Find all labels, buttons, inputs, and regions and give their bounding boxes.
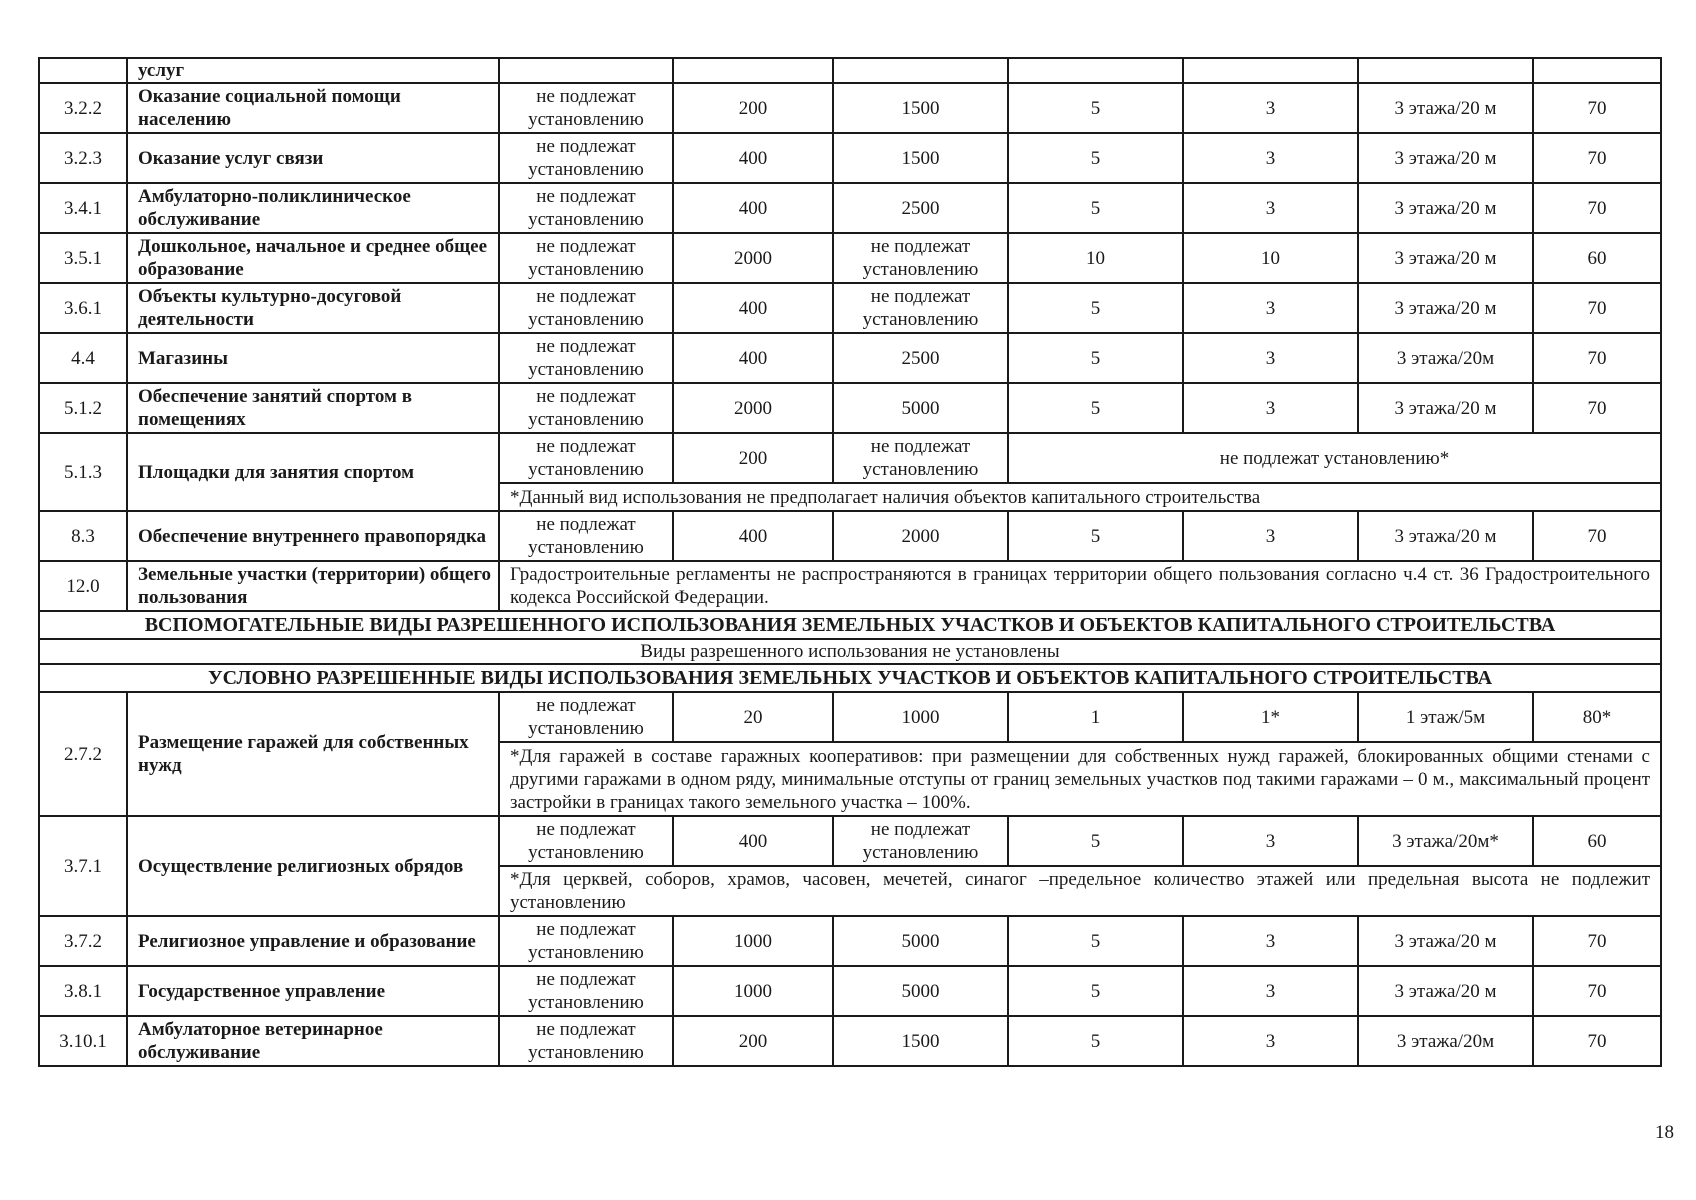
code-cell: 3.10.1: [39, 1016, 127, 1066]
footnote-cell: Градостроительные регламенты не распространяются в границах территории общего пользования согласно ч.4 ст. 36 Градостроительного кодекса Российской Федерации.: [499, 561, 1661, 611]
value-cell: не подлежат установлению: [499, 283, 673, 333]
value-cell: 3: [1183, 916, 1358, 966]
table-row: [39, 383, 1661, 433]
value-cell: 5: [1008, 916, 1183, 966]
table-row: [39, 183, 1661, 233]
value-cell: 70: [1533, 1016, 1661, 1066]
table-row: [39, 916, 1661, 966]
table-row: [39, 83, 1661, 133]
value-cell: 3 этажа/20 м: [1358, 511, 1533, 561]
value-cell: 60: [1533, 816, 1661, 866]
value-cell: 5: [1008, 83, 1183, 133]
value-cell: 3: [1183, 183, 1358, 233]
value-cell: 3: [1183, 83, 1358, 133]
code-cell: 5.1.2: [39, 383, 127, 433]
empty-cell: [1533, 58, 1661, 83]
use-name-cell: Магазины: [127, 333, 499, 383]
value-cell: не подлежат установлению: [833, 233, 1008, 283]
value-cell: 5000: [833, 383, 1008, 433]
value-cell: 3 этажа/20м: [1358, 1016, 1533, 1066]
value-cell: не подлежат установлению: [833, 433, 1008, 483]
table-row: [39, 58, 1661, 83]
value-cell: 70: [1533, 183, 1661, 233]
value-cell: не подлежат установлению: [499, 692, 673, 742]
value-cell: 1500: [833, 133, 1008, 183]
value-cell: 3 этажа/20 м: [1358, 916, 1533, 966]
code-cell: 3.7.2: [39, 916, 127, 966]
table-row: [39, 133, 1661, 183]
value-cell: не подлежат установлению: [499, 916, 673, 966]
value-cell: 3: [1183, 333, 1358, 383]
value-cell: 5: [1008, 966, 1183, 1016]
value-cell: 20: [673, 692, 833, 742]
value-cell: 60: [1533, 233, 1661, 283]
use-name-cell: Дошкольное, начальное и среднее общее образование: [127, 233, 499, 283]
value-cell: 400: [673, 283, 833, 333]
value-cell: не подлежат установлению: [833, 816, 1008, 866]
value-cell: 400: [673, 816, 833, 866]
value-cell: 400: [673, 511, 833, 561]
code-cell: 3.4.1: [39, 183, 127, 233]
value-cell: 3: [1183, 1016, 1358, 1066]
value-cell: 200: [673, 433, 833, 483]
table-row: [39, 1016, 1661, 1066]
value-cell: 10: [1183, 233, 1358, 283]
empty-cell: [1008, 58, 1183, 83]
value-cell: не подлежат установлению: [499, 333, 673, 383]
section-header-row: [39, 611, 1661, 639]
code-cell: 3.8.1: [39, 966, 127, 1016]
value-cell: 3 этажа/20м*: [1358, 816, 1533, 866]
value-cell: 3: [1183, 133, 1358, 183]
empty-cell: [1358, 58, 1533, 83]
code-cell: 3.5.1: [39, 233, 127, 283]
use-name-cell: Амбулаторное ветеринарное обслуживание: [127, 1016, 499, 1066]
use-name-cell: Оказание услуг связи: [127, 133, 499, 183]
table-row: [39, 816, 1661, 866]
value-cell: 10: [1008, 233, 1183, 283]
value-cell: 5: [1008, 333, 1183, 383]
value-cell: 1 этаж/5м: [1358, 692, 1533, 742]
value-cell: 70: [1533, 283, 1661, 333]
value-cell: не подлежат установлению: [499, 433, 673, 483]
value-cell: 2000: [833, 511, 1008, 561]
value-cell: 400: [673, 133, 833, 183]
value-cell: 70: [1533, 966, 1661, 1016]
value-cell: 80*: [1533, 692, 1661, 742]
value-cell: 2000: [673, 233, 833, 283]
footnote-cell: *Для церквей, соборов, храмов, часовен, мечетей, синагог –предельное количество этажей или предельная высота не подлежит установлению: [499, 866, 1661, 916]
table-row: [39, 692, 1661, 742]
code-cell: 3.6.1: [39, 283, 127, 333]
merged-value-cell: не подлежат установлению*: [1008, 433, 1661, 483]
code-cell: 4.4: [39, 333, 127, 383]
value-cell: 70: [1533, 916, 1661, 966]
value-cell: не подлежат установлению: [499, 133, 673, 183]
value-cell: 2000: [673, 383, 833, 433]
section-note-row: [39, 639, 1661, 664]
value-cell: 5000: [833, 916, 1008, 966]
value-cell: не подлежат установлению: [499, 233, 673, 283]
use-name-cell: Обеспечение занятий спортом в помещениях: [127, 383, 499, 433]
value-cell: 1*: [1183, 692, 1358, 742]
value-cell: 400: [673, 333, 833, 383]
code-cell: 3.7.1: [39, 816, 127, 916]
table-row: [39, 333, 1661, 383]
value-cell: 5: [1008, 816, 1183, 866]
code-cell: 3.2.2: [39, 83, 127, 133]
value-cell: 1000: [673, 916, 833, 966]
value-cell: 3: [1183, 383, 1358, 433]
value-cell: 5: [1008, 1016, 1183, 1066]
value-cell: 1: [1008, 692, 1183, 742]
code-cell: 8.3: [39, 511, 127, 561]
table-row: [39, 561, 1661, 611]
value-cell: 3: [1183, 816, 1358, 866]
value-cell: не подлежат установлению: [499, 383, 673, 433]
value-cell: 3 этажа/20 м: [1358, 133, 1533, 183]
value-cell: не подлежат установлению: [499, 511, 673, 561]
use-name-cell: услуг: [127, 58, 499, 83]
table-row: [39, 966, 1661, 1016]
value-cell: 70: [1533, 133, 1661, 183]
use-name-cell: Религиозное управление и образование: [127, 916, 499, 966]
value-cell: 2500: [833, 333, 1008, 383]
value-cell: 2500: [833, 183, 1008, 233]
value-cell: не подлежат установлению: [499, 183, 673, 233]
table-row: [39, 433, 1661, 483]
value-cell: 5: [1008, 133, 1183, 183]
footnote-cell: *Данный вид использования не предполагает наличия объектов капитального строительства: [499, 483, 1661, 511]
value-cell: не подлежат установлению: [499, 1016, 673, 1066]
auxiliary-section-note: Виды разрешенного использования не установлены: [39, 639, 1661, 664]
code-cell: 2.7.2: [39, 692, 127, 816]
value-cell: 200: [673, 1016, 833, 1066]
value-cell: 70: [1533, 83, 1661, 133]
empty-cell: [833, 58, 1008, 83]
value-cell: 1500: [833, 83, 1008, 133]
value-cell: 5: [1008, 283, 1183, 333]
code-cell: [39, 58, 127, 83]
use-name-cell: Государственное управление: [127, 966, 499, 1016]
value-cell: не подлежат установлению: [499, 83, 673, 133]
value-cell: 3 этажа/20 м: [1358, 233, 1533, 283]
value-cell: 5: [1008, 183, 1183, 233]
value-cell: 1500: [833, 1016, 1008, 1066]
value-cell: 70: [1533, 383, 1661, 433]
use-name-cell: Земельные участки (территории) общего пользования: [127, 561, 499, 611]
value-cell: 3: [1183, 511, 1358, 561]
value-cell: 3 этажа/20 м: [1358, 283, 1533, 333]
table-row: [39, 511, 1661, 561]
table-row: [39, 233, 1661, 283]
empty-cell: [673, 58, 833, 83]
footnote-cell: *Для гаражей в составе гаражных кооперативов: при размещении для собственных нужд гаражей, блокированных общими стенами с другими гаражами в одном ряду, минимальные отступы от границ земельных участков под такими гаражами – 0 м., максимальный процент застройки в границах такого земельного участка – 100%.: [499, 742, 1661, 816]
value-cell: 3 этажа/20 м: [1358, 183, 1533, 233]
code-cell: 12.0: [39, 561, 127, 611]
empty-cell: [1183, 58, 1358, 83]
value-cell: 5: [1008, 511, 1183, 561]
table-row: [39, 283, 1661, 333]
value-cell: 3 этажа/20 м: [1358, 383, 1533, 433]
use-name-cell: Амбулаторно-поликлиническое обслуживание: [127, 183, 499, 233]
value-cell: 3 этажа/20м: [1358, 333, 1533, 383]
empty-cell: [499, 58, 673, 83]
use-name-cell: Осуществление религиозных обрядов: [127, 816, 499, 916]
use-name-cell: Размещение гаражей для собственных нужд: [127, 692, 499, 816]
value-cell: 400: [673, 183, 833, 233]
auxiliary-section-header: ВСПОМОГАТЕЛЬНЫЕ ВИДЫ РАЗРЕШЕННОГО ИСПОЛЬЗОВАНИЯ ЗЕМЕЛЬНЫХ УЧАСТКОВ И ОБЪЕКТОВ КАПИТАЛЬНОГО СТРОИТЕЛЬСТВА: [39, 611, 1661, 639]
value-cell: не подлежат установлению: [499, 966, 673, 1016]
value-cell: 3: [1183, 283, 1358, 333]
code-cell: 3.2.3: [39, 133, 127, 183]
use-name-cell: Обеспечение внутреннего правопорядка: [127, 511, 499, 561]
code-cell: 5.1.3: [39, 433, 127, 511]
value-cell: 1000: [673, 966, 833, 1016]
value-cell: 1000: [833, 692, 1008, 742]
page-number: 18: [1655, 1122, 1674, 1143]
value-cell: не подлежат установлению: [499, 816, 673, 866]
value-cell: 5000: [833, 966, 1008, 1016]
value-cell: 200: [673, 83, 833, 133]
conditional-section-header: УСЛОВНО РАЗРЕШЕННЫЕ ВИДЫ ИСПОЛЬЗОВАНИЯ ЗЕМЕЛЬНЫХ УЧАСТКОВ И ОБЪЕКТОВ КАПИТАЛЬНОГО СТРОИТЕЛЬСТВА: [39, 664, 1661, 692]
value-cell: 3 этажа/20 м: [1358, 83, 1533, 133]
value-cell: 70: [1533, 511, 1661, 561]
use-name-cell: Объекты культурно-досуговой деятельности: [127, 283, 499, 333]
value-cell: 70: [1533, 333, 1661, 383]
value-cell: 5: [1008, 383, 1183, 433]
use-name-cell: Оказание социальной помощи населению: [127, 83, 499, 133]
value-cell: 3: [1183, 966, 1358, 1016]
regulations-table: [38, 57, 1662, 1067]
section-header-row: [39, 664, 1661, 692]
use-name-cell: Площадки для занятия спортом: [127, 433, 499, 511]
value-cell: 3 этажа/20 м: [1358, 966, 1533, 1016]
value-cell: не подлежат установлению: [833, 283, 1008, 333]
